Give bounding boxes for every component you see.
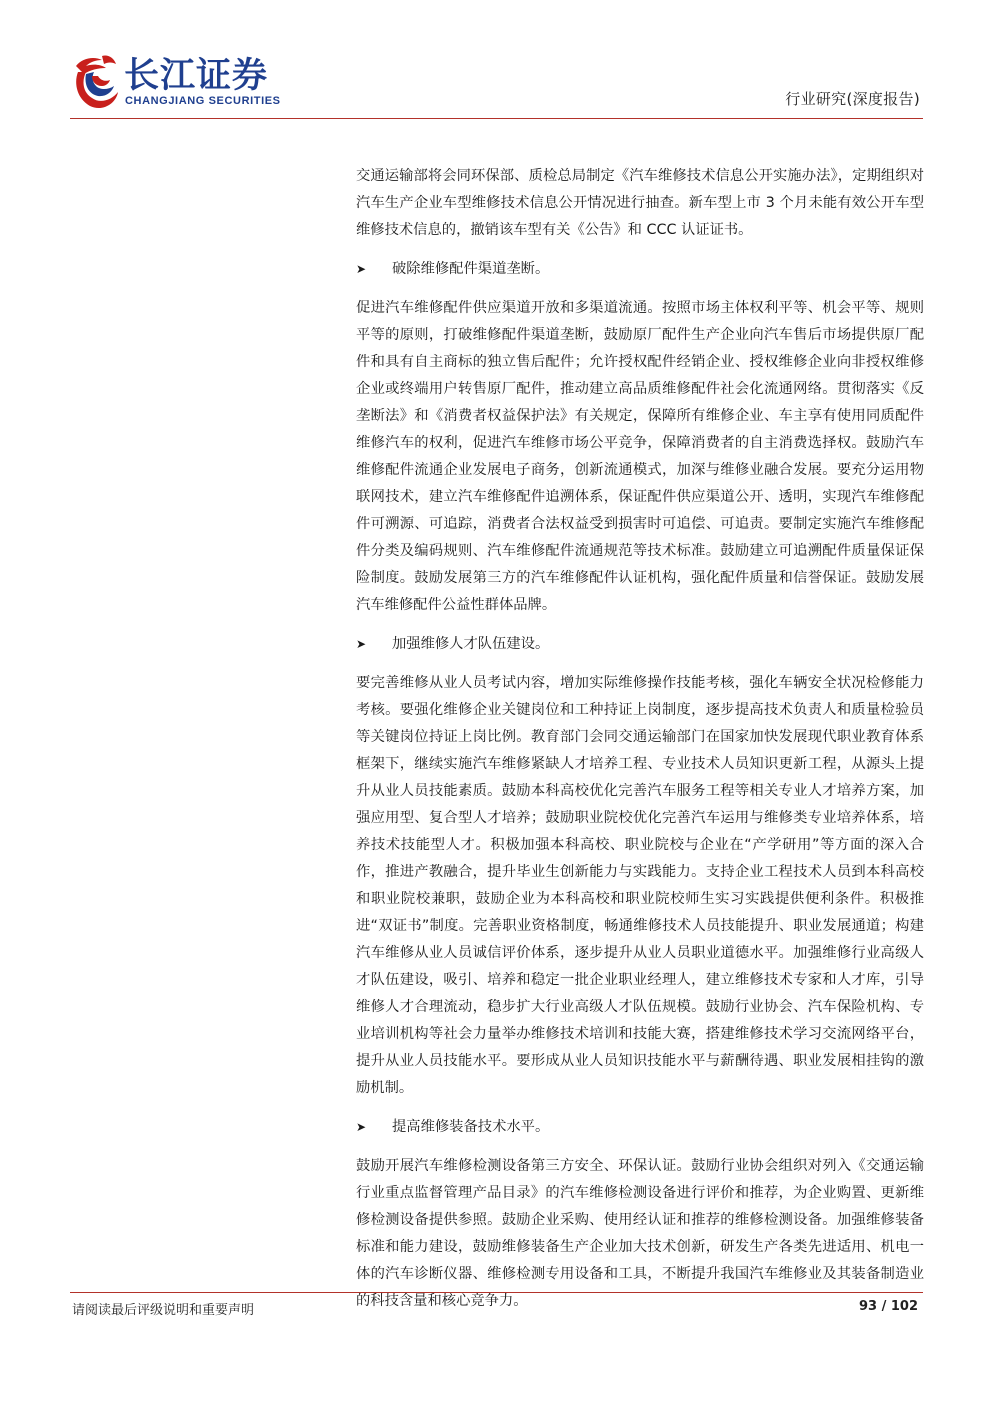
arrow-bullet-icon: ➤ [356,637,367,651]
footer-disclaimer: 请阅读最后评级说明和重要声明 [72,1303,255,1318]
report-type: 行业研究(深度报告) [785,90,920,108]
arrow-bullet-icon: ➤ [356,1120,367,1134]
body-paragraph: 鼓励开展汽车维修检测设备第三方安全、环保认证。鼓励行业协会组织对列入《交通运输行业重点监督管理产品目录》的汽车维修检测设备进行评价和推荐，为企业购置、更新维修检测设备提供参照。鼓励企业采购、使用经认证和推荐的维修检测设备。加强维修装备标准和能力建设，鼓励维修装备生产企业加大技术创新，研发生产各类先进适用、机电一体的汽车诊断仪器、维修检测专用设备和工具，不断提升我国汽车维修业及其装备制造业的科技含量和核心竞争力。 [356,1158,924,1309]
section-heading-text: 破除维修配件渠道垄断。 [392,261,550,277]
section-heading-text: 加强维修人才队伍建设。 [392,636,550,652]
body-paragraph: 促进汽车维修配件供应渠道开放和多渠道流通。按照市场主体权利平等、机会平等、规则平等的原则，打破维修配件渠道垄断，鼓励原厂配件生产企业向汽车售后市场提供原厂配件和具有自主商标的独立售后配件；允许授权配件经销企业、授权维修企业向非授权维修企业或终端用户转售原厂配件，推动建立高品质维修配件社会化流通网络。贯彻落实《反垄断法》和《消费者权益保护法》有关规定，保障所有维修企业、车主享有使用同质配件维修汽车的权利，促进汽车维修市场公平竞争，保障消费者的自主消费选择权。鼓励汽车维修配件流通企业发展电子商务，创新流通模式，加深与维修业融合发展。要充分运用物联网技术，建立汽车维修配件追溯体系，保证配件供应渠道公开、透明，实现汽车维修配件可溯源、可追踪，消费者合法权益受到损害时可追偿、可追责。要制定实施汽车维修配件分类及编码规则、汽车维修配件流通规范等技术标准。鼓励建立可追溯配件质量保证保险制度。鼓励发展第三方的汽车维修配件认证机构，强化配件质量和信誉保证。鼓励发展汽车维修配件公益性群体品牌。 [356,300,924,613]
page-number: 93 / 102 [858,1299,918,1314]
section-heading [356,631,924,658]
logo-chinese-name: 长江证券 [124,56,269,96]
report-body [356,163,924,1327]
footer-divider [70,1292,923,1293]
company-logo [72,52,312,112]
company-logo-icon [72,52,122,110]
body-paragraph: 要完善维修从业人员考试内容，增加实际维修操作技能考核，强化车辆安全状况检修能力考核。要强化维修企业关键岗位和工种持证上岗制度，逐步提高技术负责人和质量检验员等关键岗位持证上岗比例。教育部门会同交通运输部门在国家加快发展现代职业教育体系框架下，继续实施汽车维修紧缺人才培养工程、专业技术人员知识更新工程，从源头上提升从业人员技能素质。鼓励本科高校优化完善汽车服务工程等相关专业人才培养方案，加强应用型、复合型人才培养；鼓励职业院校优化完善汽车运用与维修类专业培养体系，培养技术技能型人才。积极加强本科高校、职业院校与企业在“产学研用”等方面的深入合作，推进产教融合，提升毕业生创新能力与实践能力。支持企业工程技术人员到本科高校和职业院校兼职，鼓励企业为本科高校和职业院校师生实习实践提供便利条件。积极推进“双证书”制度。完善职业资格制度，畅通维修技术人员技能提升、职业发展通道；构建汽车维修从业人员诚信评价体系，逐步提升从业人员职业道德水平。加强维修行业高级人才队伍建设，吸引、培养和稳定一批企业职业经理人，建立维修技术专家和人才库，引导维修人才合理流动，稳步扩大行业高级人才队伍规模。鼓励行业协会、汽车保险机构、专业培训机构等社会力量举办维修技术培训和技能大赛，搭建维修技术学习交流网络平台，提升从业人员技能水平。要形成从业人员知识技能水平与薪酬待遇、职业发展相挂钩的激励机制。 [356,675,924,1096]
logo-english-name: CHANGJIANG SECURITIES [125,95,281,107]
body-paragraph: 交通运输部将会同环保部、质检总局制定《汽车维修技术信息公开实施办法》，定期组织对汽车生产企业车型维修技术信息公开情况进行抽查。新车型上市 3 个月未能有效公开车型维修技术信息的，撤销该车型有关《公告》和 CCC 认证证书。 [356,168,924,238]
section-heading [356,1114,924,1141]
section-heading [356,256,924,283]
header-divider [70,118,923,119]
arrow-bullet-icon: ➤ [356,262,367,276]
section-heading-text: 提高维修装备技术水平。 [392,1119,550,1135]
